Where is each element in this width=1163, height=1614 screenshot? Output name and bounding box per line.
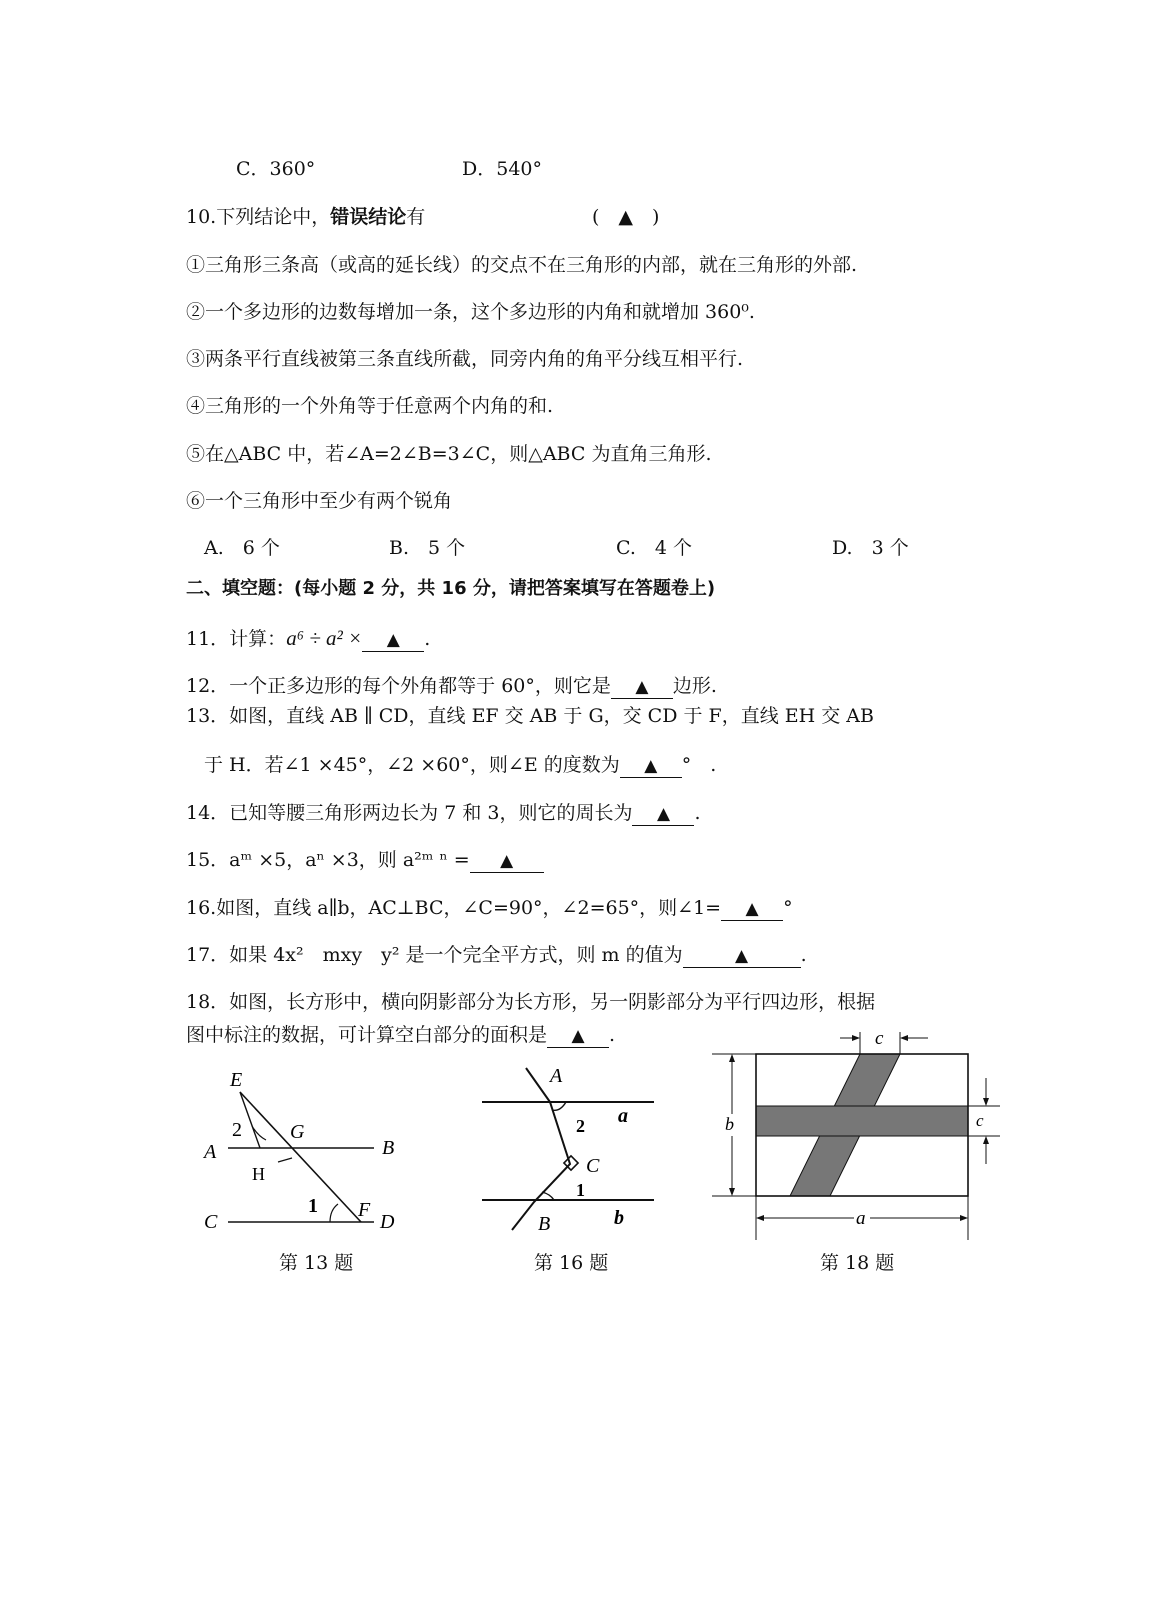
arrowhead bbox=[900, 1035, 908, 1041]
label-a: a bbox=[856, 1208, 866, 1229]
arrowhead bbox=[852, 1035, 860, 1041]
q11-expr: a⁶ ÷ a² × bbox=[286, 626, 363, 650]
label-b: B bbox=[382, 1137, 395, 1159]
figure-13 bbox=[196, 1060, 426, 1240]
q10-option-b: B. 5 个 bbox=[389, 537, 466, 559]
arrowhead bbox=[729, 1188, 735, 1196]
q10-stem-bold: 错误结论 bbox=[330, 206, 407, 228]
arrowhead bbox=[729, 1054, 735, 1062]
label-g: G bbox=[290, 1121, 305, 1143]
q11-answer-blank[interactable]: ▲ bbox=[362, 629, 424, 652]
q10-option-d: D. 3 个 bbox=[832, 537, 909, 559]
label-c: C bbox=[204, 1211, 218, 1233]
arrowhead bbox=[960, 1215, 968, 1221]
q10-stem-prefix: 10.下列结论中， bbox=[186, 206, 331, 228]
label-c-right: c bbox=[976, 1111, 984, 1130]
label-a: A bbox=[204, 1141, 217, 1163]
angle-1-arc bbox=[542, 1192, 554, 1200]
q18-answer-blank[interactable]: ▲ bbox=[547, 1025, 609, 1048]
caption-figure-13: 第 13 题 bbox=[279, 1252, 354, 1274]
label-angle-1: 1 bbox=[308, 1195, 318, 1217]
q10-item-2: ②一个多边形的边数每增加一条，这个多边形的内角和就增加 360⁰. bbox=[186, 301, 755, 323]
caption-figure-18: 第 18 题 bbox=[820, 1252, 895, 1274]
q17-answer-blank[interactable]: ▲ bbox=[683, 945, 801, 968]
q18-end: . bbox=[609, 1024, 616, 1046]
q18-line2 bbox=[186, 1023, 615, 1048]
q15-prefix: 15．aᵐ ×5，aⁿ ×3，则 a²ᵐ ⁿ = bbox=[186, 849, 470, 871]
arrowhead bbox=[756, 1215, 764, 1221]
section-heading: 二、填空题：(每小题 2 分，共 16 分，请把答案填写在答题卷上) bbox=[186, 578, 716, 599]
q12-suffix: 边形. bbox=[672, 675, 717, 697]
mark-h bbox=[278, 1158, 292, 1162]
q11-prefix: 11．计算： bbox=[186, 628, 287, 650]
q17 bbox=[186, 943, 807, 968]
label-angle-2: 2 bbox=[232, 1119, 242, 1141]
q13-line2 bbox=[204, 753, 716, 778]
q10-item-5: ⑤在△ABC 中，若∠A=2∠B=3∠C，则△ABC 为直角三角形. bbox=[186, 443, 712, 465]
q12-prefix: 12．一个正多边形的每个外角都等于 60°，则它是 bbox=[186, 675, 611, 697]
caption-figure-16: 第 16 题 bbox=[534, 1252, 609, 1274]
q14-prefix: 14．已知等腰三角形两边长为 7 和 3，则它的周长为 bbox=[186, 802, 633, 824]
label-h: H bbox=[252, 1164, 265, 1184]
q10-option-c: C. 4 个 bbox=[616, 537, 693, 559]
label-f: F bbox=[358, 1199, 371, 1221]
q17-prefix: 17．如果 4x² mxy y² 是一个完全平方式，则 m 的值为 bbox=[186, 944, 683, 966]
arrowhead bbox=[983, 1098, 989, 1106]
label-line-a: a bbox=[618, 1105, 628, 1127]
q14 bbox=[186, 801, 701, 826]
q12-answer-blank[interactable]: ▲ bbox=[611, 676, 673, 699]
q9-option-c: C．360° bbox=[236, 158, 316, 180]
q11-end: . bbox=[424, 628, 431, 650]
label-b-point: B bbox=[538, 1213, 551, 1235]
line-eh bbox=[240, 1092, 260, 1148]
q13-line2-suffix: ° . bbox=[681, 754, 717, 776]
q16-end: ° bbox=[783, 897, 793, 919]
arrowhead bbox=[983, 1136, 989, 1144]
q10-option-a: A. 6 个 bbox=[204, 537, 280, 559]
q10-stem bbox=[186, 205, 425, 229]
label-line-b: b bbox=[614, 1207, 624, 1229]
q10-item-4: ④三角形的一个外角等于任意两个内角的和. bbox=[186, 395, 554, 417]
q16-answer-blank[interactable]: ▲ bbox=[721, 898, 783, 921]
label-c-point: C bbox=[586, 1155, 600, 1177]
q11 bbox=[186, 626, 430, 652]
q14-answer-blank[interactable]: ▲ bbox=[632, 803, 694, 826]
label-e: E bbox=[230, 1069, 243, 1091]
q10-item-6: ⑥一个三角形中至少有两个锐角 bbox=[186, 490, 453, 512]
line-ef bbox=[240, 1092, 361, 1222]
zigzag-a-c-b bbox=[512, 1068, 570, 1230]
shaded-horizontal-strip bbox=[756, 1106, 968, 1136]
label-b: b bbox=[725, 1114, 734, 1134]
q16-prefix: 16.如图，直线 a∥b，AC⊥BC，∠C=90°，∠2=65°，则∠1= bbox=[186, 897, 722, 919]
q10-item-3: ③两条平行直线被第三条直线所截，同旁内角的角平分线互相平行. bbox=[186, 348, 744, 370]
q18-line1: 18．如图，长方形中，横向阴影部分为长方形，另一阴影部分为平行四边形，根据 bbox=[186, 991, 876, 1013]
q17-end: . bbox=[800, 944, 807, 966]
figure-16 bbox=[478, 1060, 658, 1240]
q12 bbox=[186, 674, 717, 699]
q14-end: . bbox=[694, 802, 701, 824]
q13-line1: 13．如图，直线 AB ∥ CD，直线 EF 交 AB 于 G，交 CD 于 F，直线 EH 交 AB bbox=[186, 705, 874, 727]
q10-stem-suffix: 有 bbox=[406, 206, 426, 228]
q10-item-1: ①三角形三条高（或高的延长线）的交点不在三角形的内部，就在三角形的外部. bbox=[186, 254, 858, 276]
q15-answer-blank[interactable]: ▲ bbox=[470, 850, 544, 873]
angle-1-arc bbox=[330, 1204, 338, 1222]
q13-answer-blank[interactable]: ▲ bbox=[620, 755, 682, 778]
label-c-top: c bbox=[875, 1028, 884, 1049]
q9-option-d: D．540° bbox=[462, 158, 542, 180]
label-d: D bbox=[380, 1211, 395, 1233]
q18-line2-prefix: 图中标注的数据，可计算空白部分的面积是 bbox=[186, 1024, 548, 1046]
label-angle-2: 2 bbox=[576, 1116, 585, 1136]
q15 bbox=[186, 848, 544, 873]
q10-answer-paren: ( ▲ ) bbox=[592, 206, 660, 228]
label-a-point: A bbox=[550, 1065, 563, 1087]
q16 bbox=[186, 896, 793, 921]
q13-line2-prefix: 于 H．若∠1 ×45°，∠2 ×60°，则∠E 的度数为 bbox=[204, 754, 620, 776]
figure-18 bbox=[708, 1024, 1008, 1244]
label-angle-1: 1 bbox=[576, 1180, 585, 1200]
angle-2-arc bbox=[552, 1102, 566, 1110]
